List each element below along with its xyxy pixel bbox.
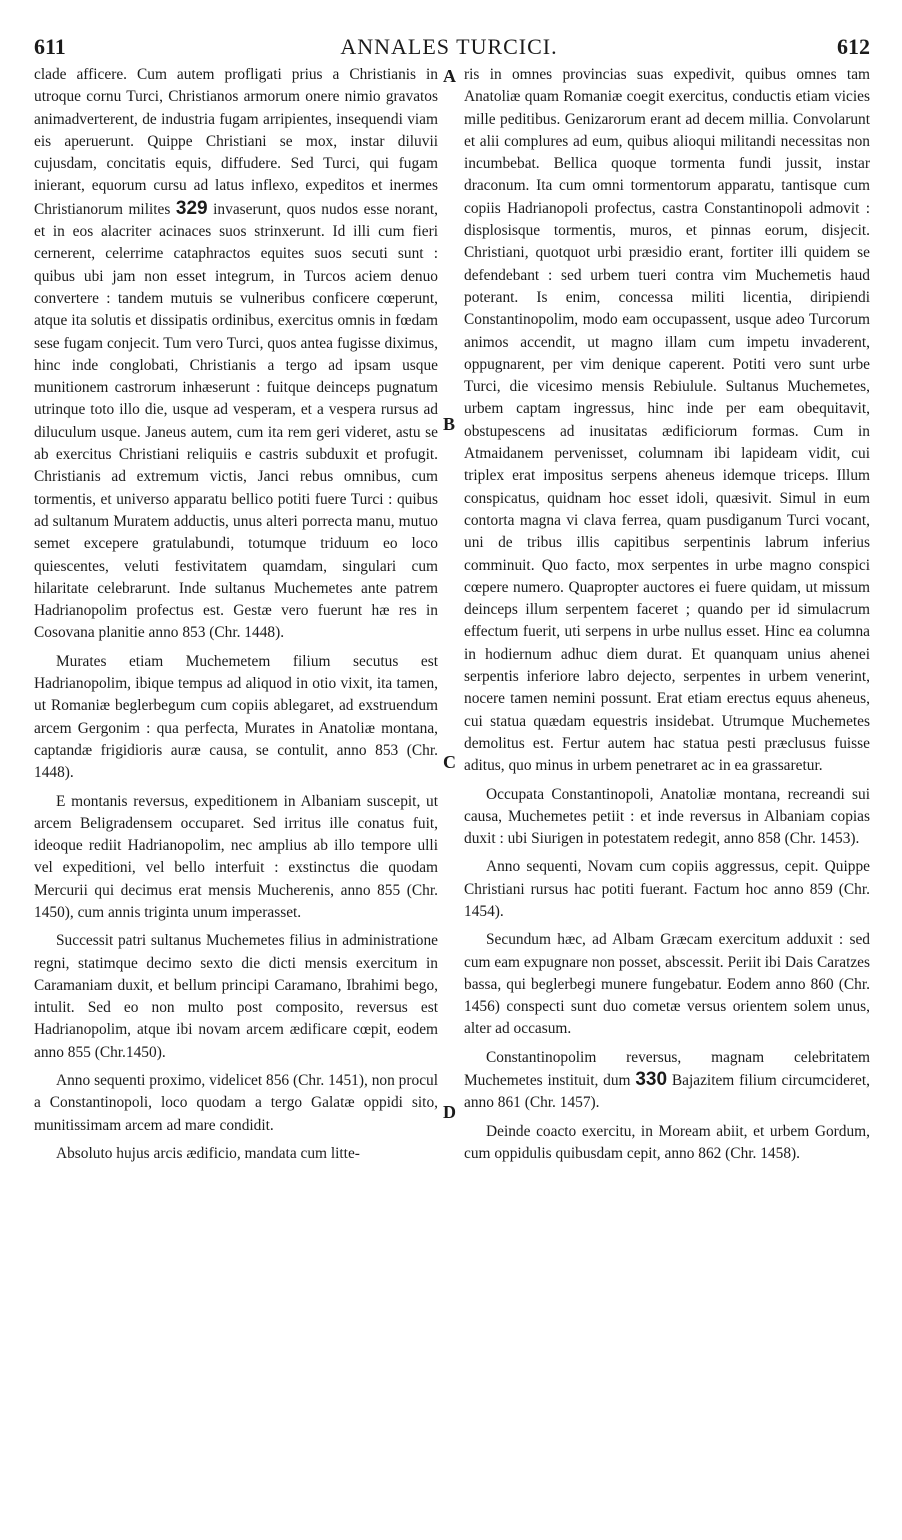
paragraph: Anno sequenti proximo, videlicet 856 (Chr. 1451), non procul a Constantinopoli, loco quodam a tergo Galatæ oppidi sito, munitissimam arcem ad mare condidit. [34, 1072, 438, 1134]
text-run: clade afficere. Cum autem profligati prius a Christianis in utroque cornu Turci, Christianos armorum onere nimio gravatos animadverterent, de industria fugam arripientes, insequendi viam eis aperuerunt. Quippe Christiani se mox, instar diluvii cujusdam, concitatis equis, diffudere. Sed Turci, qui fugam inierant, equorum cursu ad latus inflexo, expeditos et inermes Christianorum milites [34, 66, 438, 218]
paragraph: ris in omnes provincias suas expedivit, quibus omnes tam Anatoliæ quam Romaniæ coegit exercitus, conductis etiam vicies mille peditibus. Genizarorum erant ad decem millia. Convolarunt et alii complures ad eum, quibus alioqui militandi necessitas non incumbebat. Bellica quoque tormenta fundi jussit, instar draconum. Ita cum omni tormentorum apparatu, tantisque cum copiis Hadrianopoli profectus, castra Constantinopoli admovit : displosisque tormentis, muros, et pinnas eorum, disjecit. Christiani, quotquot urbi præsidio erant, fortiter illi quidem se defendebant : sed urbem tueri contra vim Muchemetis haud poterant. Is enim, concessa militi licentia, diripiendi Constantinopolim, modo eam occupassent, usque adeo Turcorum animos accendit, ut magno illam cum impetu invaderent, oppugnarent, per vim denique caperent. Potiti vero sunt urbe Turci, die vicesimo mensis Rebiulule. Sultanus Muchemetes, urbem captam ingressus, hinc inde per eam obequitavit, obstupescens ad inusitatas ædificiorum formas. Cum in Atmaidanem pervenisset, columnam ibi lapideam vidit, cui triplex erat impositus serpens aheneus idemque triceps. Illum conspicatus, quidnam hoc esset idoli, quæsivit. Simul in eum contorta magna vi clava ferrea, quam pusdiganum Turci vocant, uni de tribus illis capitibus serpentinis labrum inferius comminuit. Quo facto, mox serpentes in urbe magno conspici cœpere numero. Quapropter auctores ei fuere quidam, ut missum deinceps illum serpentem faceret ; quando per id simulacrum effectum fuerit, uti serpens in urbe nullus esset. Hinc ea columna in hodiernum adhuc diem durat. Et quanquam unius ahenei serpentis inferiore labro dejecto, serpentes in urbem venerint, nocere tamen nemini possunt. Erat etiam erectus equus aheneus, cui statua quædam equestris insidebat. Utrumque Muchemetes demolitus est. Fertur autem hac statua pesti præclusus fuisse aditus, quo minus in urbem penetraret ac in ea grassaretur. [464, 66, 870, 775]
paragraph: Murates etiam Muchemetem filium secutus est Hadrianopolim, ibique tempus ad aliquod in otio vixit, ita tamen, ut Romaniæ beglerbegum cum copiis ablegaret, ad exstruendum arcem Gergonim : qua perfecta, Murates in Anatoliæ montana, captandæ frigidioris auræ causa, se contulit, anno 853 (Chr. 1448). [34, 652, 438, 782]
paragraph [34, 64, 438, 645]
right-column [464, 64, 870, 1165]
page-number-right: 612 [837, 34, 870, 59]
margin-marker-c: C [443, 752, 456, 772]
margin-marker-b: B [443, 414, 456, 434]
paragraph: Absoluto hujus arcis ædificio, mandata cum litte- [56, 1144, 360, 1162]
text-run: invaserunt, quos nudos esse norant, et in eos alacriter acinaces suos strinxerunt. Id illi cum fieri cernerent, celerrime cataphractos equites suos secuti sunt : quibus ubi jam non esset integrum, in Turcos aciem denuo convertere : tandem mutuis se vulneribus conficere cœperunt, atque ita solutis et dissipatis ordinibus, exercitus omnis in fœdam sese fugam conjecit. Tum vero Turci, quos antea fugisse diximus, hinc inde conglobati, Christianis a tergo ad ipsam usque munitionem castrorum inhæserunt : fuitque deinceps pugnatum utrinque toto illo die, usque ad vesperam, et a vespera rursus ad diluculum usque. Janeus autem, cum ita rem geri videret, astu se ab exercitus Christiani reliquiis e castris subduxit et profugit. Christianis ad extremum victis, Janci rebus omnibus, cum tormentis, et universo apparatu bellico potiti fuere Turci : quibus ad sultanum Muratem adductis, unus alteri porrecta manu, mutuo semet excepere gratulabundi, totumque triduum eo loco quiescentes, veluti festivitatem quamdam, singulari cum hilaritate celebrarunt. Inde sultanus Muchemetes ante patrem Hadrianopolim profectus est. Gestæ vero fuerunt hæ res in Cosovana planitie anno 853 (Chr. 1448). [34, 200, 438, 642]
paragraph: Occupata Constantinopoli, Anatoliæ montana, recreandi sui causa, Muchemetes petiit : et inde reversus in Albaniam copias duxit : ubi Siurigen in potestatem redegit, anno 858 (Chr. 1453). [464, 785, 870, 848]
running-title: ANNALES TURCICI. [340, 34, 558, 59]
running-header [28, 28, 870, 60]
paragraph: Deinde coacto exercitu, in Moream abiit, et urbem Gordum, cum oppidulis quibusdam cepit, anno 862 (Chr. 1458). [464, 1122, 870, 1162]
marginal-number: 330 [635, 1069, 668, 1091]
margin-marker-d: D [443, 1102, 456, 1122]
margin-marker-a: A [443, 66, 456, 86]
page-number-left: 611 [34, 34, 66, 59]
paragraph: Secundum hæc, ad Albam Græcam exercitum adduxit : sed cum eam expugnare non posset, abscessit. Periit ibi Dais Caratzes bassa, qui beglerbegi munere fungebatur. Eodem anno 860 (Chr. 1456) conspecti sunt duo cometæ versus orientem solem unus, alter ad occasum. [464, 931, 870, 1038]
paragraph [464, 1047, 870, 1115]
left-column [34, 64, 438, 1165]
marginal-number: 329 [175, 197, 208, 219]
paragraph: Anno sequenti, Novam cum copiis aggressus, cepit. Quippe Christiani rursus hac potiti fuerant. Factum hoc anno 859 (Chr. 1454). [464, 858, 870, 920]
paragraph: E montanis reversus, expeditionem in Albaniam suscepit, ut arcem Beligradensem occuparet. Sed irritus ille conatus fuit, ideoque rediit Hadrianopolim, nec amplius ab illo tempore ulli vel expeditioni, vel bello interfuit : exstinctus die quodam Mercurii qui decimus erat mensis Mucherenis, anno 855 (Chr. 1450), cum annis triginta unum imperasset. [34, 792, 438, 921]
text-run: Constantinopolim reversus, magnam celebritatem Muchemetes instituit, dum [464, 1048, 870, 1090]
text-run: Bajazitem filium circumcideret, anno 861 (Chr. 1457). [464, 1072, 870, 1112]
paragraph: Successit patri sultanus Muchemetes filius in administratione regni, statimque decimo sexto die dicti mensis exercitum in Caramaniam duxit, et bellum principi Caramano, Ibrahimi bego, intulit. Sed eo non multo post composito, reversus est Hadrianopolim, atque ibi novam arcem ædificare cœpit, eodem anno 855 (Chr.1450). [34, 932, 438, 1061]
